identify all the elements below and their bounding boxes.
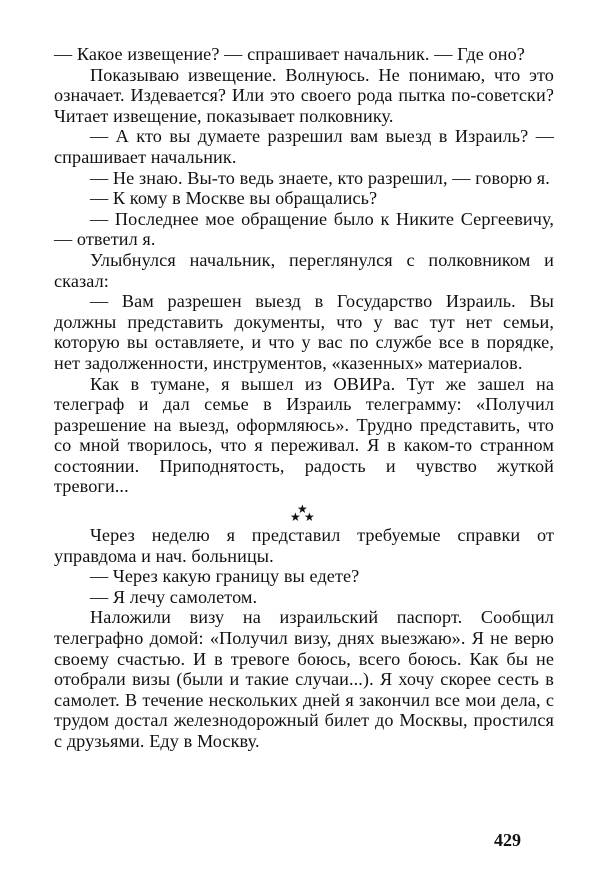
- star-icon: ★: [290, 510, 301, 525]
- page-number: 429: [494, 830, 521, 850]
- star-icon: ★: [297, 502, 308, 517]
- paragraph: — Через какую границу вы едете?: [90, 566, 360, 587]
- section-separator-asterism: [54, 503, 554, 523]
- star-icon: ★: [304, 510, 315, 525]
- text-section-before: [54, 44, 554, 497]
- paragraph: — Я лечу самолетом.: [90, 586, 258, 607]
- paragraph: Улыбнулся начальник, переглянулся с полковником и сказал:: [54, 249, 554, 291]
- paragraph: — К кому в Москве вы обращались?: [90, 188, 378, 209]
- paragraph: — А кто вы думаете разрешил вам выезд в Израиль? — спрашивает начальник.: [54, 126, 554, 167]
- paragraph: — Какое извещение? — спрашивает начальник. — Где оно?: [54, 44, 525, 64]
- paragraph: — Не знаю. Вы-то ведь знаете, кто разрешил, — говорю я.: [90, 167, 550, 188]
- paragraph: — Последнее мое обращение было к Никите Сергеевичу, — ответил я.: [54, 208, 554, 250]
- paragraph: Как в тумане, я вышел из ОВИРа. Тут же зашел на телеграф и дал семье в Израиль телеграмму: «Получил разрешение на выезд, оформляюсь». Трудно представить, что со мной творилось, что я переживал. Я в каком-то странном состоянии. Приподнятость, радость и чувство жуткой тревоги...: [54, 373, 554, 497]
- page-body: [54, 44, 554, 752]
- text-section-after: [54, 525, 554, 752]
- paragraph: Через неделю я представил требуемые справки от управдома и нач. больницы.: [54, 525, 554, 566]
- paragraph: — Вам разрешен выезд в Государство Израиль. Вы должны представить документы, что у вас тут нет семьи, которую вы оставляете, и что у вас по службе все в порядке, нет задолженности, инструментов, «казенных» материалов.: [54, 291, 554, 373]
- paragraph: Показываю извещение. Волнуюсь. Не понимаю, что это означает. Издевается? Или это своего рода пытка по-советски? Читает извещение, показывает полковнику.: [54, 64, 554, 126]
- paragraph: Наложили визу на израильский паспорт. Сообщил телеграфно домой: «Получил визу, днях выезжаю». Я не верю своему счастью. И в тревоге боюсь, всего боюсь. Как бы не отобрали визы (были и такие случаи...). Я хочу скорее сесть в самолет. В течение нескольких дней я закончил все мои дела, с трудом достал железнодорожный билет до Москвы, простился с друзьями. Еду в Москву.: [54, 607, 554, 751]
